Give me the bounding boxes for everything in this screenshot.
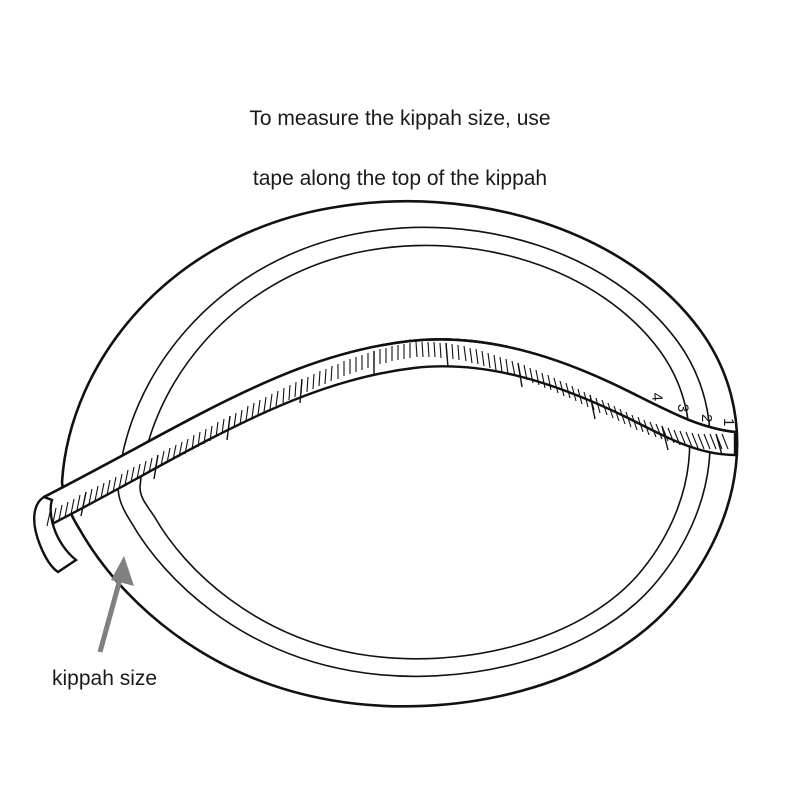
tape-body <box>44 339 735 524</box>
instruction-line-1: To measure the kippah size, use <box>249 107 551 130</box>
instruction-line-2: tape along the top of the kippah <box>252 167 548 190</box>
arrow-head <box>111 556 134 586</box>
tape-number-1: 1 <box>720 418 737 427</box>
kippah-inner-seams <box>118 227 710 676</box>
callout-arrow <box>100 556 134 652</box>
tape-number-4: 4 <box>648 392 666 402</box>
arrow-shaft <box>100 572 122 652</box>
callout-label: kippah size <box>52 667 158 690</box>
kippah-seam-2 <box>140 245 690 658</box>
tape-number-2: 2 <box>698 414 715 423</box>
kippah-seam-1 <box>118 227 710 676</box>
tape-number-3: 3 <box>674 403 692 413</box>
